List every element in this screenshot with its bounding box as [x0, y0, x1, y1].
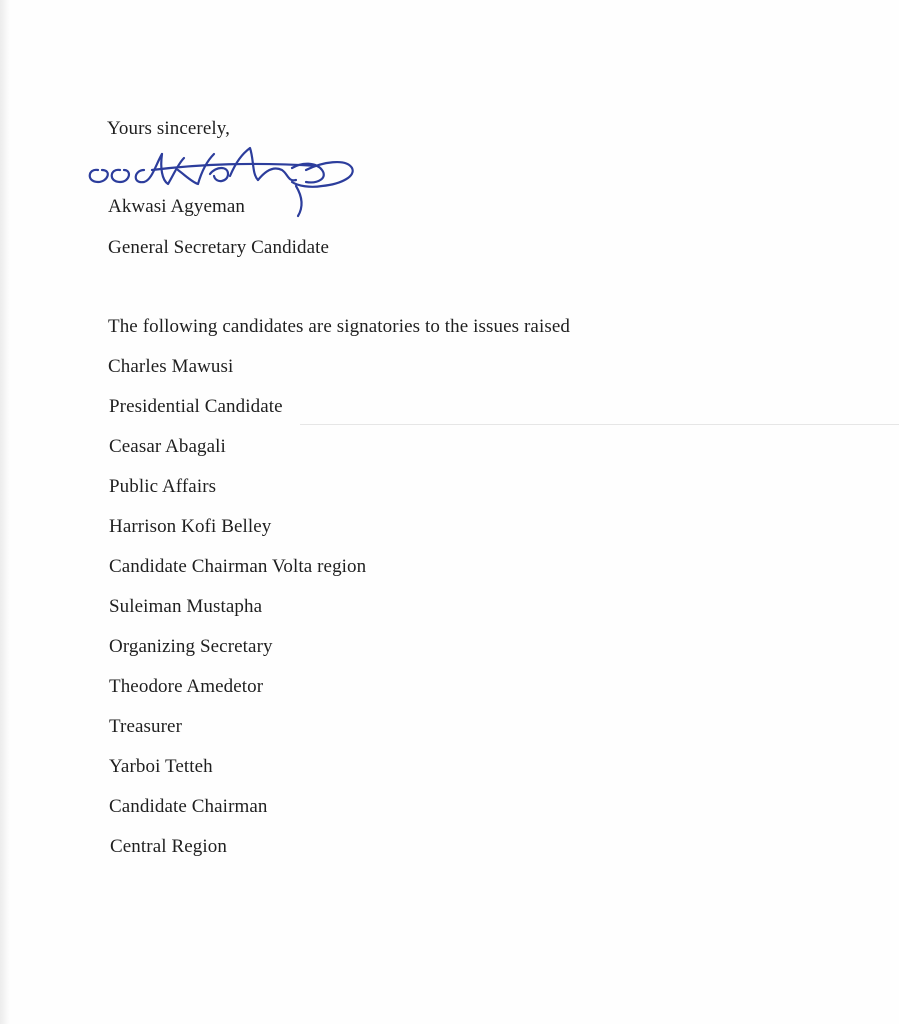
signer-title: General Secretary Candidate — [108, 237, 330, 258]
signatory-name: Theodore Amedetor — [109, 676, 264, 697]
signatory-name: Harrison Kofi Belley — [109, 516, 272, 537]
signatory-role: Organizing Secretary — [109, 636, 273, 657]
signatories-intro: The following candidates are signatories to the issues raised — [108, 316, 570, 337]
signatory-role: Treasurer — [109, 716, 183, 737]
signatory-name: Ceasar Abagali — [109, 436, 226, 457]
scan-artifact-line — [300, 424, 899, 425]
handwritten-signature-icon — [82, 140, 362, 220]
signatory-name: Charles Mawusi — [108, 356, 234, 377]
signatory-name: Suleiman Mustapha — [109, 596, 263, 617]
signer-name: Akwasi Agyeman — [108, 196, 246, 217]
signatory-role: Candidate Chairman — [109, 796, 268, 817]
signatory-name: Yarboi Tetteh — [109, 756, 213, 777]
signatory-region: Central Region — [110, 836, 227, 857]
scan-edge-shadow — [0, 0, 10, 1024]
signatory-role: Candidate Chairman Volta region — [109, 556, 367, 577]
signatory-role: Public Affairs — [109, 476, 217, 497]
closing-salutation: Yours sincerely, — [107, 118, 230, 139]
signatory-role: Presidential Candidate — [109, 396, 283, 417]
